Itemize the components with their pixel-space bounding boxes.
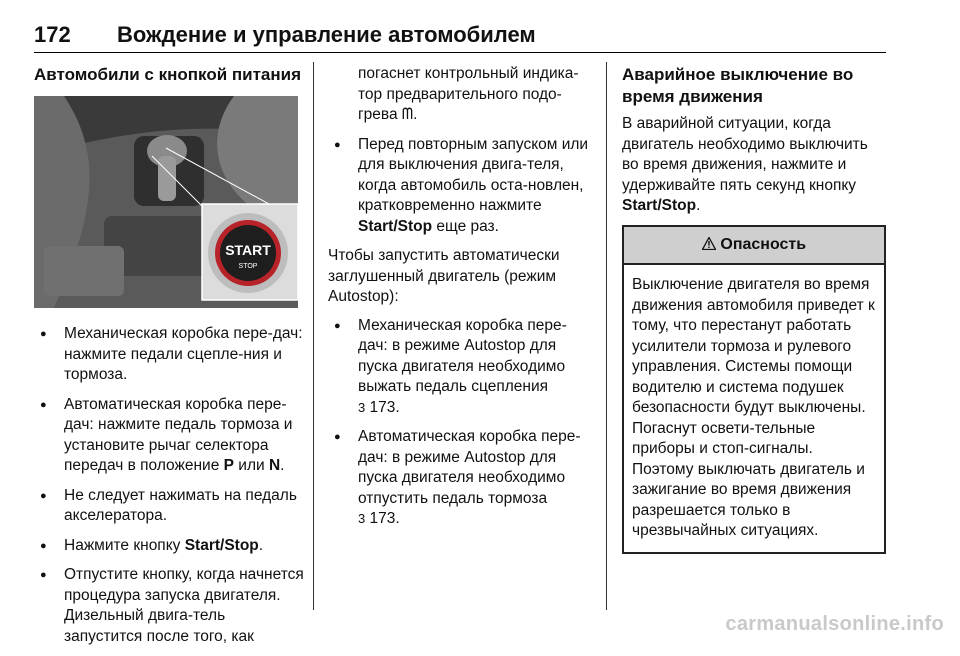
page-ref-arrow-icon: 3 xyxy=(358,399,366,415)
warning-header xyxy=(624,227,884,266)
danger-warning-box xyxy=(622,225,886,554)
list-item: ● Нажмите кнопку Start/Stop. xyxy=(34,536,304,557)
page-ref-link[interactable]: 173. xyxy=(369,398,400,416)
warning-body: Выключение двигателя во время движения автомобиля приведет к тому, что перестанут работать усилители тормоза и рулевого управления. Системы помощи водителю и система подушек безопасности будут выключены. Погаснут освети-тельные приборы и стоп-сигналы. Поэтому выключать двигатель и зажигание во время движения разрешается только в чрезвычайных ситуациях. xyxy=(632,276,875,539)
start-label: START xyxy=(225,242,271,258)
column-divider-left xyxy=(313,62,314,610)
page-ref-arrow-icon: 3 xyxy=(358,511,366,526)
column-1 xyxy=(34,64,304,656)
start-stop-button-photo xyxy=(34,96,298,308)
list-item: ● Автоматическая коробка пере-дач: в режиме Autostop для пуска двигателя необходимо отпустить педаль тормоза 3 173. xyxy=(328,427,593,530)
emergency-paragraph: В аварийной ситуации, когда двигатель необходимо выключить во время движения, нажмите и удерживайте пять секунд кнопку Start/Stop. xyxy=(622,115,868,214)
list-item: ● Механическая коробка пере-дач: в режиме Autostop для пуска двигателя необходимо выжать педаль сцепления 3 173. xyxy=(328,316,593,419)
list-item: ● Механическая коробка пере-дач: нажмите педали сцепле-ния и тормоза. xyxy=(34,324,304,386)
steps-list-3 xyxy=(328,316,593,530)
warning-triangle-icon xyxy=(702,236,720,253)
section-heading-power-button: Автомобили с кнопкой питания xyxy=(34,65,302,84)
chapter-title: Вождение и управление автомобилем xyxy=(117,22,536,47)
warning-title: Опасность xyxy=(720,235,807,253)
steps-list-2 xyxy=(328,135,593,238)
page-header xyxy=(34,22,886,53)
list-item: ● Не следует нажимать на педаль акселератора. xyxy=(34,486,304,527)
continued-text: погаснет контрольный индика-тор предварительного подо-грева ᗰ. xyxy=(358,65,579,123)
list-item: ● Отпустите кнопку, когда начнется процедура запуска двигателя. Дизельный двига-тель запустится после того, как xyxy=(34,565,304,647)
steps-list-1 xyxy=(34,324,304,647)
list-item: ● Автоматическая коробка пере-дач: нажмите педаль тормоза и установите рычаг селектора передач в положение P или N. xyxy=(34,395,304,477)
column-divider-right xyxy=(606,62,607,610)
page-ref-link[interactable]: 173. xyxy=(369,510,400,527)
stop-label: STOP xyxy=(238,263,258,270)
autostop-paragraph: Чтобы запустить автоматически заглушенный двигатель (режим Autostop): xyxy=(328,247,560,305)
list-item: ● Перед повторным запуском или для выключения двига-теля, когда автомобиль оста-новлен, кратковременно нажмите Start/Stop еще раз. xyxy=(328,135,593,238)
column-2 xyxy=(328,64,593,539)
section-heading-emergency-shutdown: Аварийное выключение во время движения xyxy=(622,65,854,106)
dashboard-illustration xyxy=(34,96,298,308)
column-3 xyxy=(622,64,886,554)
page-number: 172 xyxy=(34,22,71,47)
glow-plug-icon: ᗰ xyxy=(401,106,414,123)
watermark: carmanualsonline.info xyxy=(725,613,944,635)
